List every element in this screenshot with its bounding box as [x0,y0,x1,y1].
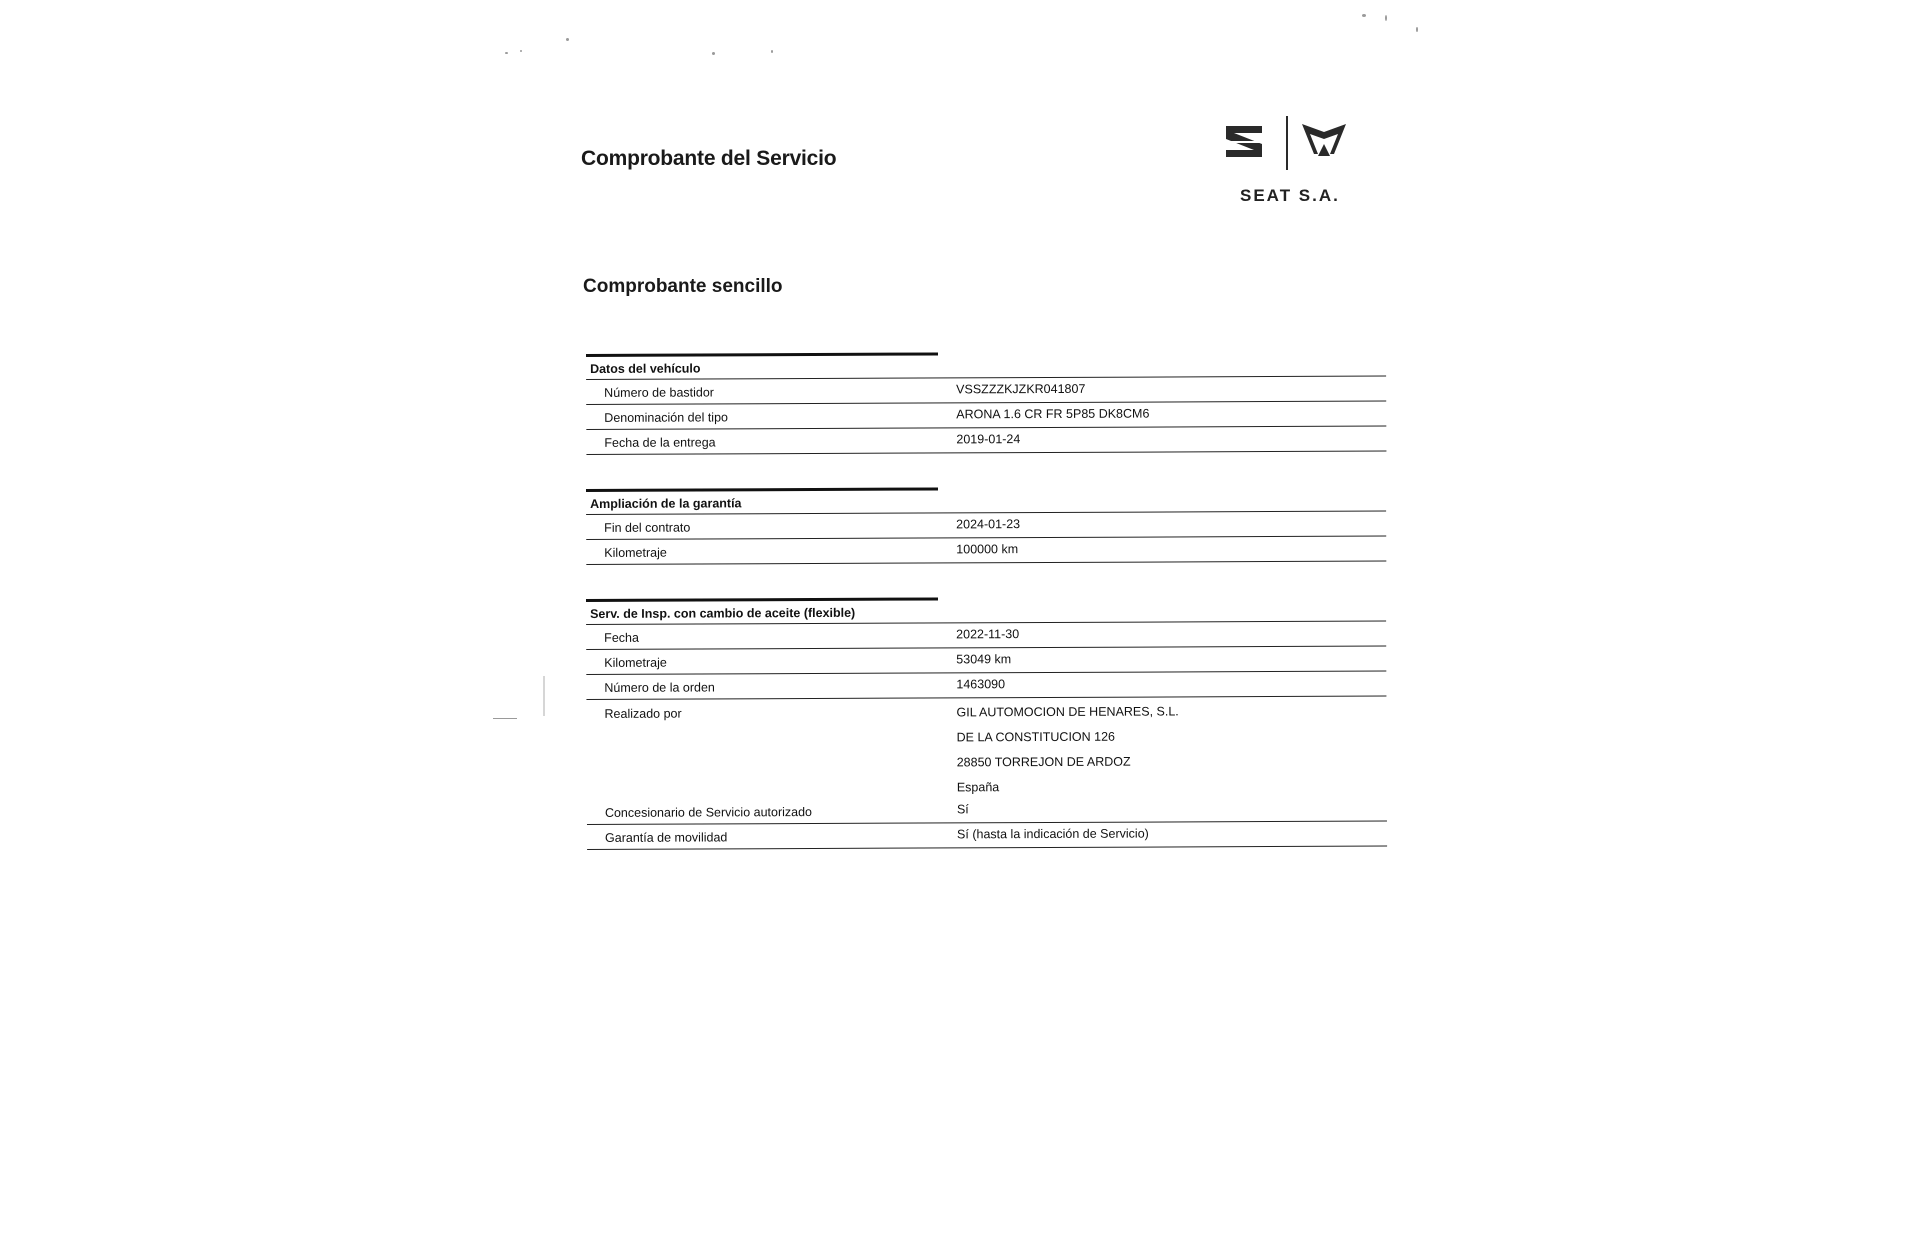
address-row [587,722,1387,750]
row-label: Kilometraje [604,655,667,670]
row-label: Kilometraje [604,545,667,560]
table-row [586,697,1386,725]
row-value: 2024-01-23 [956,517,1021,532]
row-value: ARONA 1.6 CR FR 5P85 DK8CM6 [956,406,1150,422]
scan-speck [771,50,773,53]
table-row [586,377,1386,405]
row-label: Realizado por [604,706,682,721]
row-label: Concesionario de Servicio autorizado [604,805,813,820]
scan-speck [1362,14,1366,17]
brand-logos [1220,112,1360,172]
logo-divider [1286,116,1288,170]
row-label: Denominación del tipo [604,410,729,425]
row-value: 100000 km [956,542,1019,557]
document-subtitle: Comprobante sencillo [583,276,783,297]
table-row [586,512,1386,540]
address-line: España [956,780,1000,795]
scan-speck [493,718,517,719]
table-row [587,797,1387,825]
row-value: Sí (hasta la indicación de Servicio) [957,826,1149,842]
row-label: Fecha [604,630,639,645]
row-label: Fecha de la entrega [604,435,716,450]
table-row [586,402,1386,430]
cupra-logo-icon [1302,124,1346,156]
table-row [586,647,1386,675]
table-row [586,672,1386,700]
row-value: 2022-11-30 [956,627,1020,642]
address-line: GIL AUTOMOCION DE HENARES, S.L. [956,704,1179,720]
scan-speck [566,38,569,41]
warranty-extension-section [586,486,1386,565]
address-row [587,747,1387,775]
row-value: 2019-01-24 [956,432,1021,447]
row-value: 1463090 [956,677,1006,692]
row-label: Fin del contrato [604,520,691,535]
table-row [586,537,1386,565]
row-label: Número de la orden [604,680,715,695]
address-line: DE LA CONSTITUCION 126 [956,729,1116,745]
scan-speck [520,50,522,52]
company-name: SEAT S.A. [1240,186,1340,205]
scan-speck [505,52,508,54]
scan-speck [712,52,715,55]
section-heading: Serv. de Insp. con cambio de aceite (flexible) [586,599,1386,625]
section-heading: Datos del vehículo [586,354,1386,380]
seat-logo-icon [1226,126,1262,157]
table-row [586,427,1386,455]
address-row [587,772,1387,800]
row-label: Número de bastidor [604,385,714,400]
table-row [586,622,1386,650]
scan-speck [1416,27,1418,32]
scan-speck [543,676,545,716]
scan-speck [1385,15,1387,21]
row-value: 53049 km [956,652,1012,667]
document-title: Comprobante del Servicio [581,147,837,170]
row-value: VSSZZZKJZKR041807 [956,381,1086,397]
row-label: Garantía de movilidad [605,830,728,845]
table-row [587,822,1387,850]
section-heading: Ampliación de la garantía [586,489,1386,515]
service-inspection-section [586,596,1387,850]
row-value: Sí [956,802,969,817]
address-line: 28850 TORREJON DE ARDOZ [956,754,1131,770]
vehicle-data-section [586,351,1386,455]
